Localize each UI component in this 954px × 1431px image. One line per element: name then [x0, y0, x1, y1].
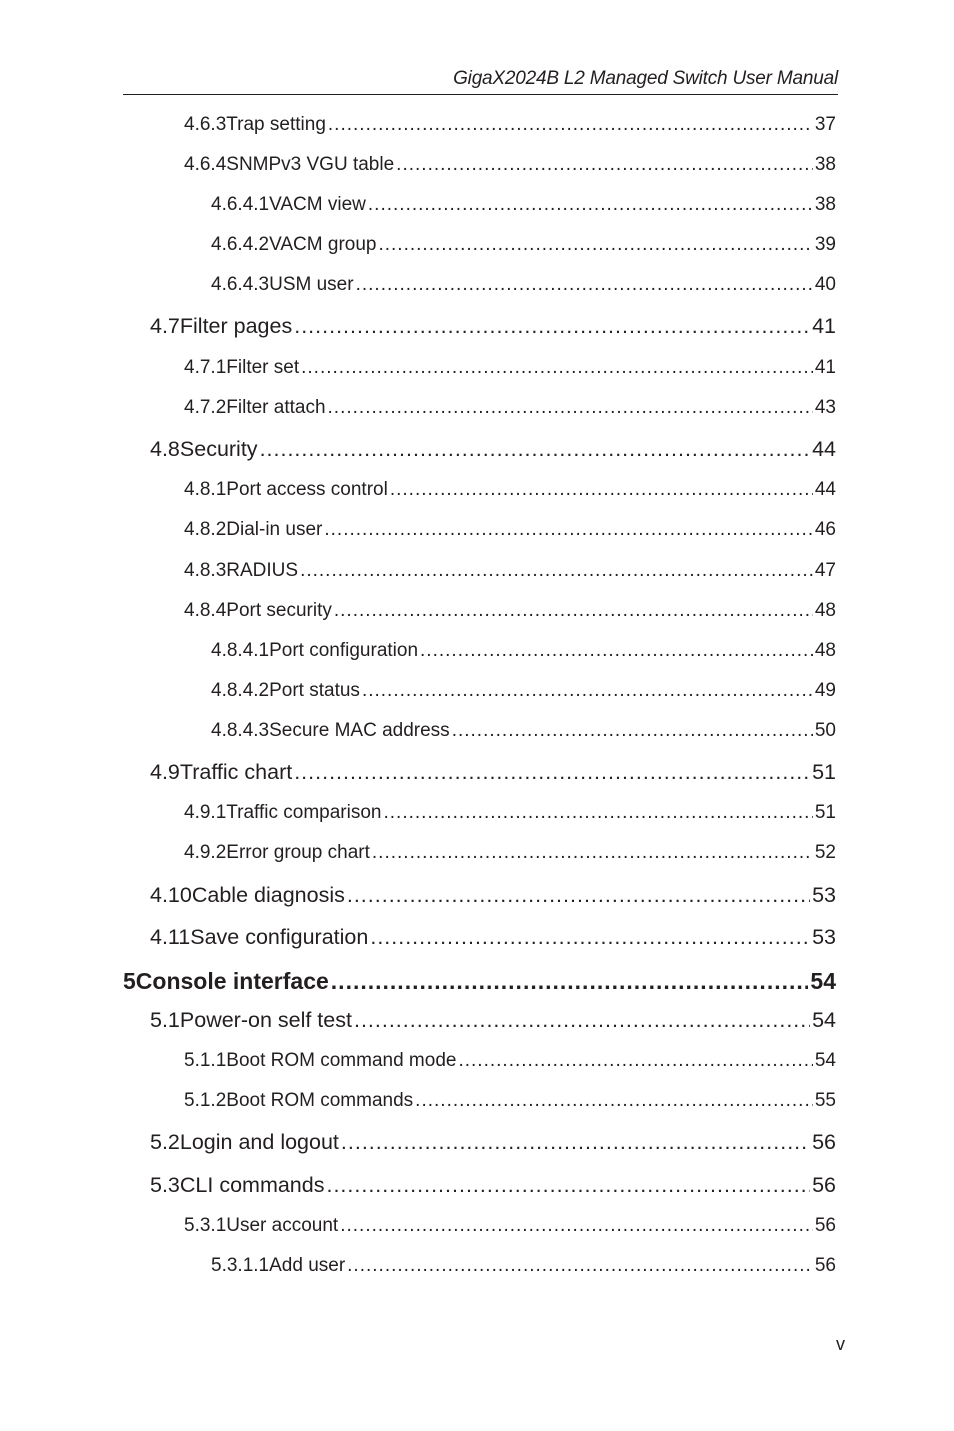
- toc-entry-page: 53: [812, 925, 836, 949]
- toc-dot-leader: [301, 357, 813, 379]
- toc-entry-page: 54: [812, 1008, 836, 1032]
- toc-dot-leader: [324, 519, 813, 541]
- toc-entry[interactable]: [184, 1050, 836, 1072]
- toc-dot-leader: [347, 1255, 813, 1277]
- toc-entry-page: 54: [810, 968, 836, 994]
- toc-entry-number: 4.11: [150, 925, 191, 949]
- toc-entry-page: 44: [814, 479, 836, 500]
- toc-entry-number: 4.8.2: [184, 519, 227, 540]
- toc-entry-page: 52: [814, 842, 836, 863]
- toc-entry-page: 56: [814, 1215, 836, 1236]
- toc-entry-number: 4.6.4: [184, 154, 227, 175]
- toc-entry-title: Port configuration: [269, 640, 419, 661]
- toc-entry-title: Boot ROM commands: [226, 1090, 414, 1111]
- toc-entry-number: 4.8.1: [184, 479, 227, 500]
- toc-dot-leader: [372, 842, 813, 864]
- toc-entry[interactable]: [184, 519, 836, 541]
- toc-dot-leader: [294, 760, 810, 785]
- toc-entry-page: 48: [814, 640, 836, 661]
- toc-dot-leader: [378, 234, 812, 256]
- toc-entry-number: 5.1.2: [184, 1090, 227, 1111]
- toc-entry[interactable]: [211, 640, 836, 662]
- toc-dot-leader: [420, 640, 813, 662]
- toc-entry-number: 4.8: [150, 437, 180, 461]
- toc-dot-leader: [326, 1173, 810, 1198]
- toc-entry-page: 56: [814, 1255, 836, 1276]
- toc-entry-title: Traffic chart: [179, 760, 293, 784]
- toc-entry[interactable]: [184, 802, 836, 824]
- toc-entry-number: 4.7: [150, 314, 180, 338]
- toc-entry-page: 46: [814, 519, 836, 540]
- toc-entry-number: 4.10: [150, 883, 192, 907]
- toc-entry-number: 4.8.4: [184, 600, 227, 621]
- toc-entry[interactable]: [211, 194, 836, 216]
- toc-dot-leader: [384, 802, 813, 824]
- toc-entry-page: 39: [814, 234, 836, 255]
- toc-entry[interactable]: [184, 842, 836, 864]
- toc-entry[interactable]: [184, 600, 836, 622]
- toc-entry[interactable]: [150, 314, 836, 339]
- toc-entry-number: 4.9.2: [184, 842, 227, 863]
- toc-dot-leader: [415, 1090, 813, 1112]
- toc-entry[interactable]: [184, 479, 836, 501]
- toc-entry[interactable]: [150, 1130, 836, 1155]
- toc-entry-title: Port security: [226, 600, 332, 621]
- toc-entry-page: 56: [812, 1173, 836, 1197]
- toc-entry-title: Filter attach: [226, 397, 326, 418]
- toc-entry-title: Console interface: [135, 968, 329, 994]
- header-rule: [123, 94, 838, 95]
- toc-entry-page: 38: [814, 194, 836, 215]
- toc-dot-leader: [294, 314, 810, 339]
- toc-entry-title: Save configuration: [190, 925, 369, 949]
- toc-entry-title: CLI commands: [179, 1173, 325, 1197]
- toc-entry-number: 4.6.4.3: [211, 274, 270, 295]
- toc-entry-number: 4.6.4.1: [211, 194, 270, 215]
- toc-entry-number: 5.1: [150, 1008, 180, 1032]
- toc-dot-leader: [347, 883, 810, 908]
- toc-entry-title: Port access control: [226, 479, 388, 500]
- toc-entry-title: Filter set: [226, 357, 300, 378]
- toc-entry-title: Boot ROM command mode: [226, 1050, 457, 1071]
- toc-entry-title: Security: [179, 437, 258, 461]
- toc-dot-leader: [331, 968, 809, 995]
- toc-entry-title: Error group chart: [226, 842, 370, 863]
- toc-entry-number: 5: [123, 968, 136, 994]
- toc-entry[interactable]: [184, 114, 836, 136]
- page-number: v: [836, 1334, 845, 1354]
- toc-dot-leader: [340, 1215, 813, 1237]
- toc-entry-title: VACM view: [269, 194, 366, 215]
- toc-entry-page: 55: [814, 1090, 836, 1111]
- toc-entry[interactable]: [150, 883, 836, 908]
- toc-dot-leader: [341, 1130, 810, 1155]
- toc-entry[interactable]: [211, 1255, 836, 1277]
- toc-dot-leader: [328, 397, 813, 419]
- toc-entry-number: 5.3.1: [184, 1215, 227, 1236]
- toc-entry-title: Port status: [269, 680, 360, 701]
- toc-dot-leader: [300, 560, 813, 582]
- toc-dot-leader: [260, 437, 811, 462]
- toc-entry-title: USM user: [269, 274, 354, 295]
- toc-entry-number: 4.8.3: [184, 560, 227, 581]
- toc-entry[interactable]: [211, 274, 836, 296]
- toc-entry-page: 48: [814, 600, 836, 621]
- toc-entry[interactable]: [150, 925, 836, 950]
- toc-entry-page: 47: [814, 560, 836, 581]
- toc-entry[interactable]: [150, 437, 836, 462]
- toc-entry-number: 5.3.1.1: [211, 1255, 270, 1276]
- toc-entry[interactable]: [211, 234, 836, 256]
- toc-entry-page: 43: [814, 397, 836, 418]
- toc-entry-page: 37: [814, 114, 836, 135]
- toc-entry-title: Dial-in user: [226, 519, 323, 540]
- toc-entry-page: 41: [814, 357, 836, 378]
- toc-entry-number: 4.7.1: [184, 357, 227, 378]
- toc-entry-title: SNMPv3 VGU table: [226, 154, 395, 175]
- toc-entry-number: 5.3: [150, 1173, 180, 1197]
- toc-entry-number: 4.9.1: [184, 802, 227, 823]
- toc-entry[interactable]: [150, 1008, 836, 1033]
- toc-dot-leader: [396, 154, 813, 176]
- toc-entry-title: Cable diagnosis: [191, 883, 345, 907]
- toc-entry[interactable]: [211, 680, 836, 702]
- toc-entry-page: 56: [812, 1130, 836, 1154]
- toc-dot-leader: [458, 1050, 812, 1072]
- toc-dot-leader: [328, 114, 813, 136]
- toc-dot-leader: [368, 194, 813, 216]
- toc-entry-title: Filter pages: [179, 314, 293, 338]
- toc-entry-number: 4.8.4.2: [211, 680, 270, 701]
- toc-dot-leader: [354, 1008, 810, 1033]
- toc-entry-title: Traffic comparison: [226, 802, 382, 823]
- toc-entry-title: Trap setting: [226, 114, 326, 135]
- toc-entry-page: 51: [812, 760, 836, 784]
- toc-entry-page: 44: [812, 437, 836, 461]
- toc-entry-number: 4.6.3: [184, 114, 227, 135]
- toc-entry-page: 41: [812, 314, 836, 338]
- toc-entry[interactable]: [123, 968, 836, 995]
- toc-entry-title: RADIUS: [226, 560, 299, 581]
- toc-entry-number: 4.6.4.2: [211, 234, 270, 255]
- toc-dot-leader: [390, 479, 813, 501]
- toc-entry-number: 5.1.1: [184, 1050, 227, 1071]
- toc-entry-number: 5.2: [150, 1130, 180, 1154]
- toc-entry-page: 53: [812, 883, 836, 907]
- toc-entry-title: Secure MAC address: [269, 720, 450, 741]
- toc-entry-page: 50: [814, 720, 836, 741]
- toc-entry-title: Login and logout: [179, 1130, 339, 1154]
- toc-entry-page: 49: [814, 680, 836, 701]
- toc-entry-number: 4.8.4.1: [211, 640, 270, 661]
- toc-dot-leader: [370, 925, 810, 950]
- toc-entry-number: 4.7.2: [184, 397, 227, 418]
- toc-entry-page: 54: [814, 1050, 836, 1071]
- toc-entry-page: 40: [814, 274, 836, 295]
- toc-entry-title: Power-on self test: [179, 1008, 352, 1032]
- toc-entry[interactable]: [184, 154, 836, 176]
- toc-entry[interactable]: [150, 1173, 836, 1198]
- toc-entry-page: 38: [814, 154, 836, 175]
- running-header: GigaX2024B L2 Managed Switch User Manual: [453, 68, 838, 89]
- toc-dot-leader: [334, 600, 813, 622]
- toc-entry-title: VACM group: [269, 234, 377, 255]
- toc-entry-title: User account: [226, 1215, 339, 1236]
- toc-entry-title: Add user: [269, 1255, 346, 1276]
- toc-entry-number: 4.8.4.3: [211, 720, 270, 741]
- toc-dot-leader: [362, 680, 813, 702]
- toc-entry-number: 4.9: [150, 760, 180, 784]
- toc-entry[interactable]: [184, 560, 836, 582]
- toc-entry-page: 51: [814, 802, 836, 823]
- toc-entry[interactable]: [184, 357, 836, 379]
- toc-dot-leader: [452, 720, 813, 742]
- toc-entry[interactable]: [184, 1090, 836, 1112]
- toc-dot-leader: [356, 274, 813, 296]
- toc-entry[interactable]: [150, 760, 836, 785]
- toc-entry[interactable]: [184, 1215, 836, 1237]
- toc-entry[interactable]: [211, 720, 836, 742]
- toc-entry[interactable]: [184, 397, 836, 419]
